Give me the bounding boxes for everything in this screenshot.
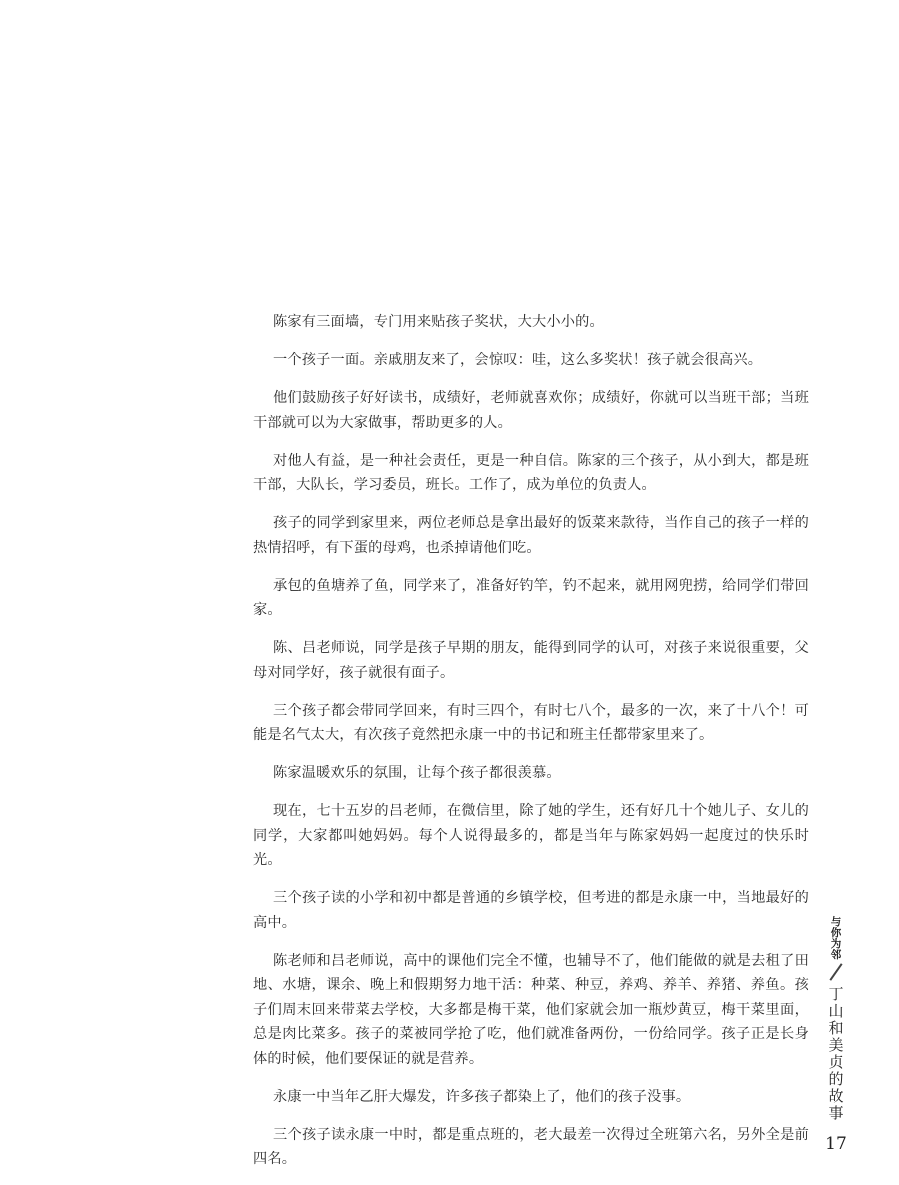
divider-slash (829, 963, 842, 981)
paragraph-11: 三个孩子读的小学和初中都是普通的乡镇学校，但考进的都是永康一中，当地最好的高中。 (253, 890, 809, 931)
running-footer (818, 916, 854, 1154)
series-title: 与你为邻 (829, 916, 842, 960)
paragraph-12: 陈老师和吕老师说，高中的课他们完全不懂，也辅导不了，他们能做的就是去租了田地、水塘，课余、晚上和假期努力地干活：种菜、种豆，养鸡、养羊、养猪、养鱼。孩子们周末回来带菜去学校，大多都是梅干菜，他们家就会加一瓶炒黄豆，梅干菜里面，总是肉比菜多。孩子的菜被同学抢了吃，他们就准备两份，一份给同学。孩子正是长身体的时候，他们要保证的就是营养。 (253, 952, 809, 1067)
page-number: 17 (825, 1134, 847, 1154)
paragraph-14: 三个孩子读永康一中时，都是重点班的，老大最差一次得过全班第六名，另外全是前四名。 (253, 1126, 809, 1167)
paragraph-8: 三个孩子都会带同学回来，有时三四个，有时七八个，最多的一次，来了十八个！可能是名气太大，有次孩子竟然把永康一中的书记和班主任都带家里来了。 (253, 702, 809, 743)
body-text (253, 310, 809, 1185)
paragraph-9: 陈家温暖欢乐的氛围，让每个孩子都很羡慕。 (273, 765, 561, 781)
paragraph-10: 现在，七十五岁的吕老师，在微信里，除了她的学生，还有好几十个她儿子、女儿的同学，大家都叫她妈妈。每个人说得最多的，都是当年与陈家妈妈一起度过的快乐时光。 (253, 803, 809, 868)
paragraph-2: 一个孩子一面。亲戚朋友来了，会惊叹：哇，这么多奖状！孩子就会很高兴。 (273, 352, 763, 368)
book-title: 丁山和美贞的故事 (826, 986, 845, 1122)
paragraph-1: 陈家有三面墙，专门用来贴孩子奖状，大大小小的。 (273, 314, 604, 330)
paragraph-13: 永康一中当年乙肝大爆发，许多孩子都染上了，他们的孩子没事。 (273, 1088, 691, 1105)
paragraph-6: 承包的鱼塘养了鱼，同学来了，准备好钓竿，钓不起来，就用网兜捞，给同学们带回家。 (253, 577, 809, 618)
paragraph-4: 对他人有益，是一种社会责任，更是一种自信。陈家的三个孩子，从小到大，都是班干部，大队长，学习委员，班长。工作了，成为单位的负责人。 (253, 452, 809, 493)
paragraph-3: 他们鼓励孩子好好读书，成绩好，老师就喜欢你；成绩好，你就可以当班干部；当班干部就可以为大家做事，帮助更多的人。 (253, 390, 809, 431)
paragraph-7: 陈、吕老师说，同学是孩子早期的朋友，能得到同学的认可，对孩子来说很重要，父母对同学好，孩子就很有面子。 (253, 640, 809, 681)
paragraph-5: 孩子的同学到家里来，两位老师总是拿出最好的饭菜来款待，当作自己的孩子一样的热情招呼，有下蛋的母鸡，也杀掉请他们吃。 (253, 515, 809, 556)
